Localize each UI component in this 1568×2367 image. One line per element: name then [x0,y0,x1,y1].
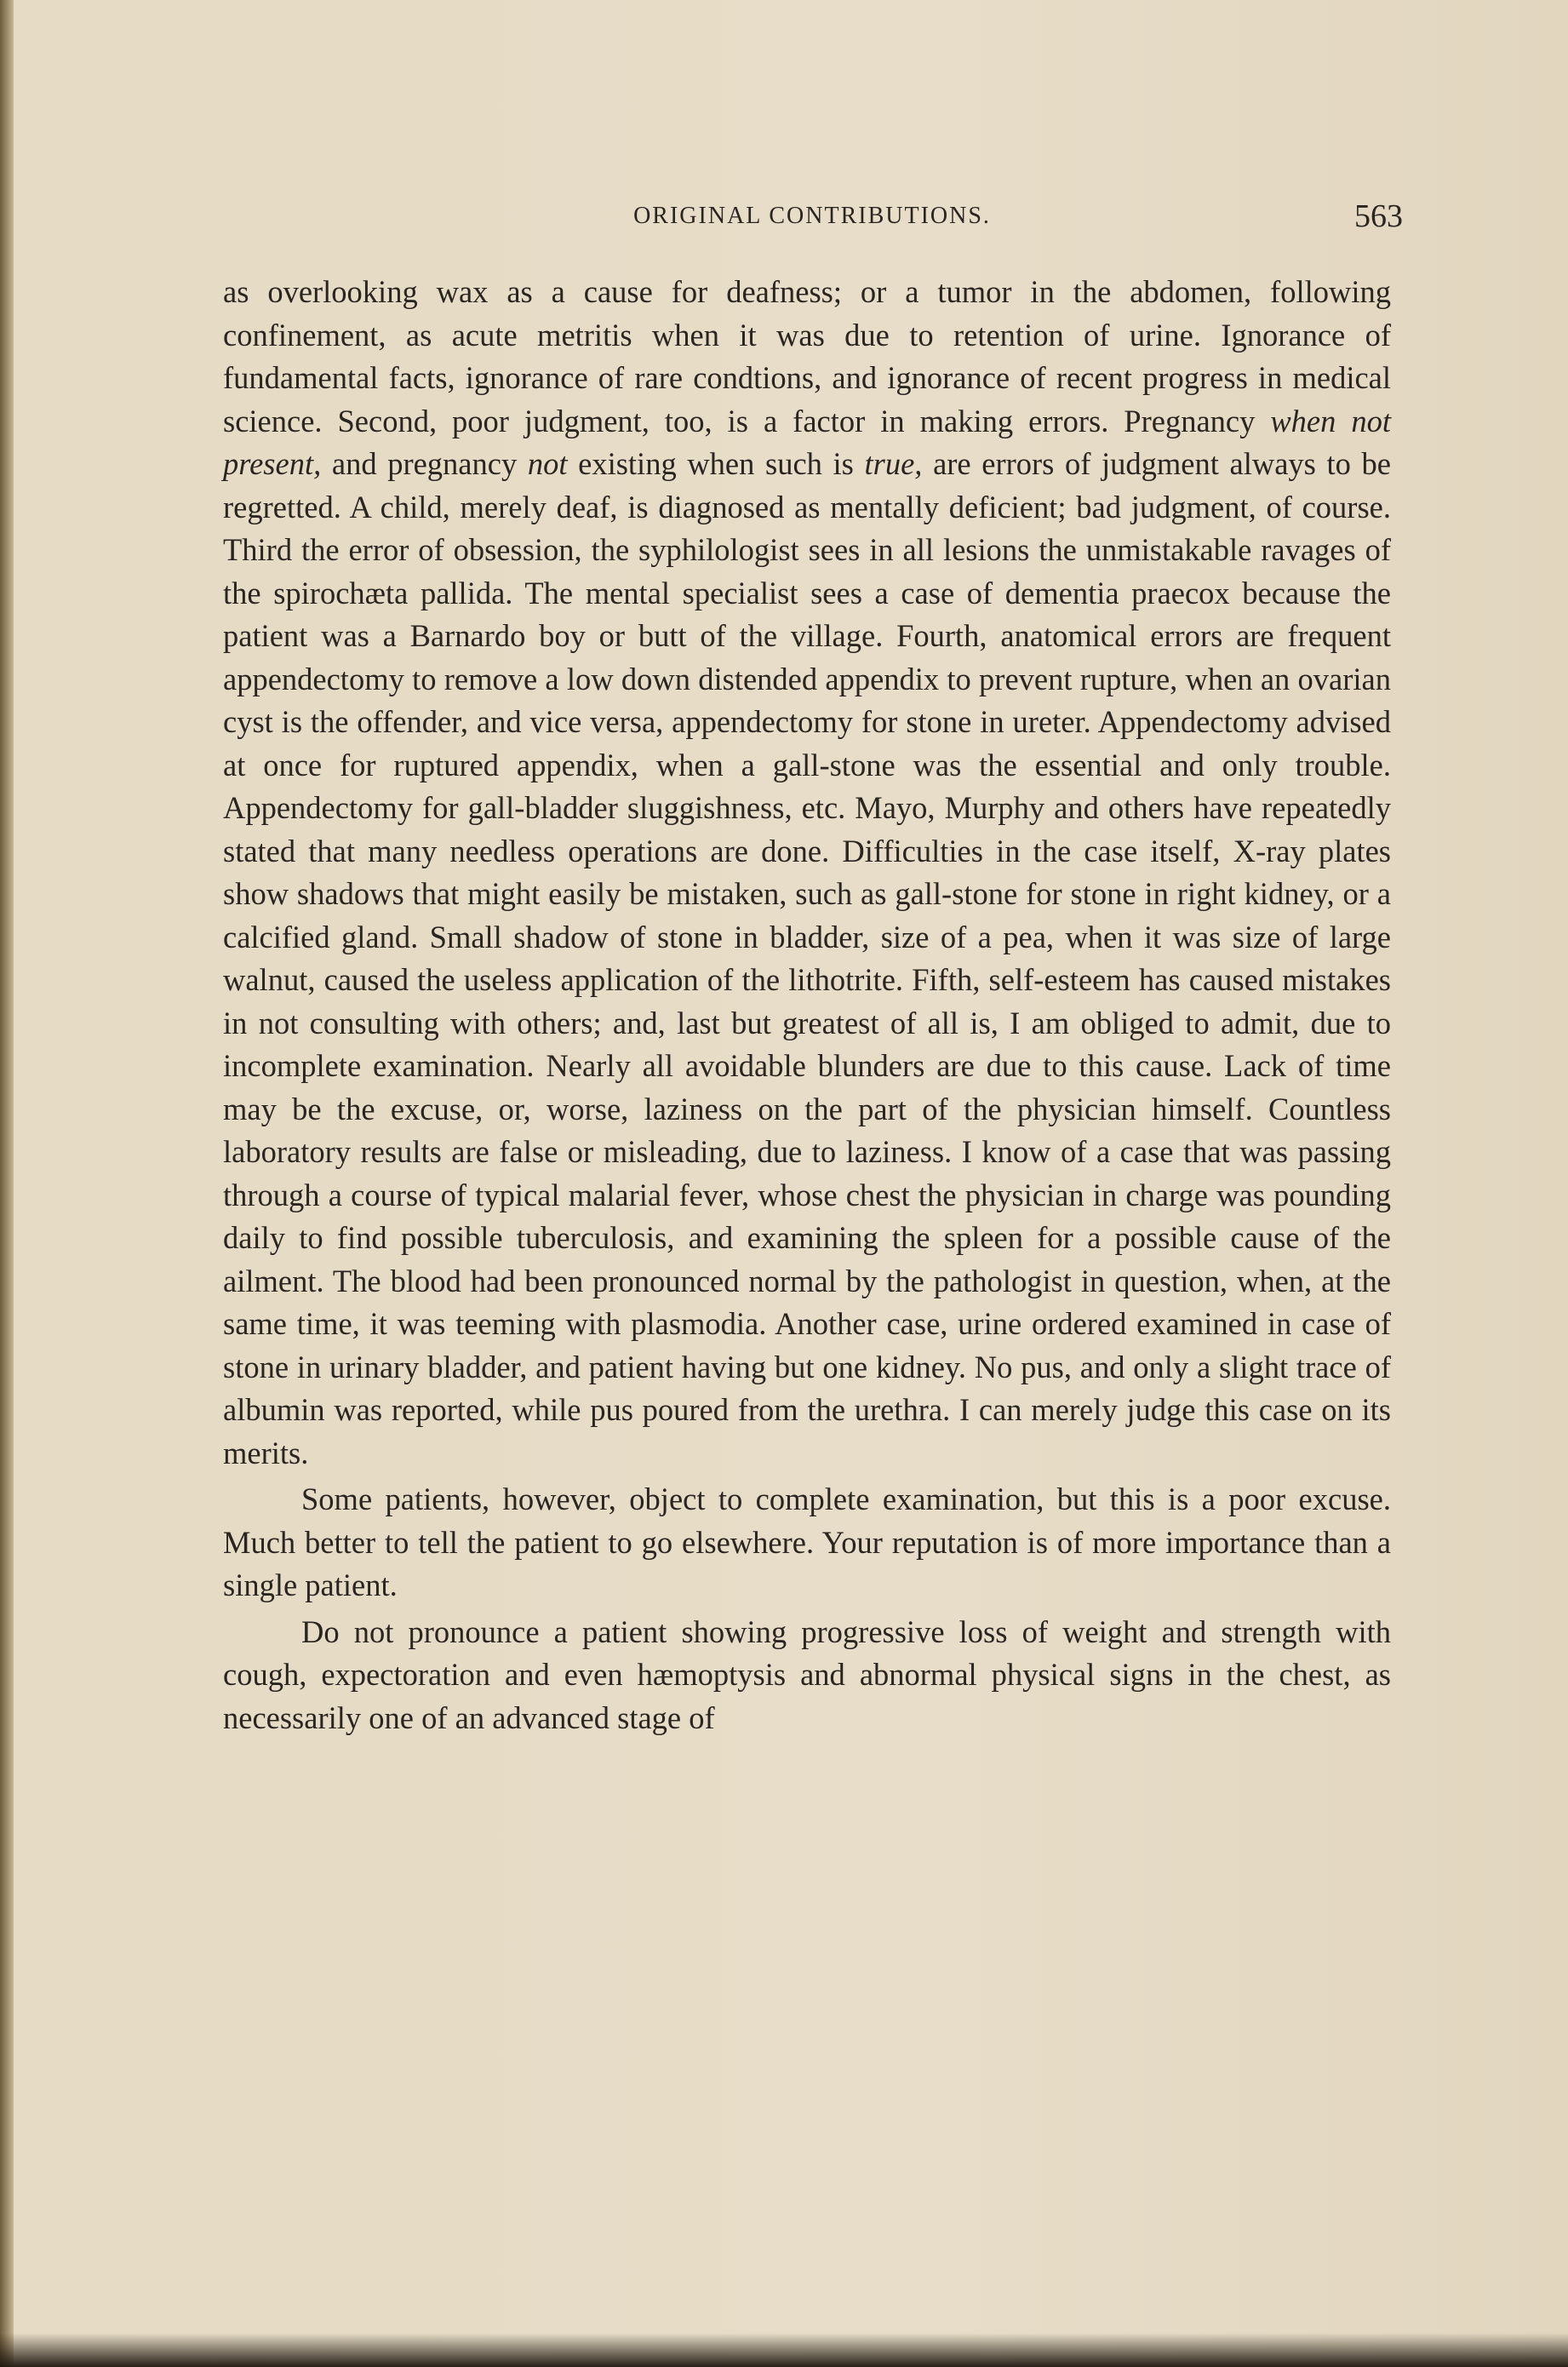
paragraph-1-italic-not: not [527,446,568,481]
paragraph-1 [223,271,1391,1475]
paragraph-1-italic-true: true, [864,446,923,481]
paragraph-1-text-3: existing when such is [567,446,865,481]
paragraph-1-text-4: are errors of judgment always to be regretted. A child, merely deaf, is diagnosed as mentally deficient; bad judgment, of course. Third the error of obsession, the syphilologist sees in all lesions the unmistakable ravages of the spirochæta pallida. The mental specialist sees a case of dementia praecox because the patient was a Barnardo boy or butt of the village. Fourth, anatomical errors are frequent appendectomy to remove a low down distended appendix to prevent rupture, when an ovarian cyst is the offender, and vice versa, appendectomy for stone in ureter. Appendectomy advised at once for ruptured appendix, when a gall-stone was the essential and only trouble. Appendectomy for gall-bladder sluggishness, etc. Mayo, Murphy and others have repeatedly stated that many needless operations are done. Difficulties in the case itself, X-ray plates show shadows that might easily be mistaken, such as gall-stone for stone in right kidney, or a calcified gland. Small shadow of stone in bladder, size of a pea, when it was size of large walnut, caused the useless application of the lithotrite. Fifth, self-esteem has caused mistakes in not consulting with others; and, last but greatest of all is, I am obliged to admit, due to incomplete examination. Nearly all avoidable blunders are due to this cause. Lack of time may be the excuse, or, worse, laziness on the part of the physician himself. Countless laboratory results are false or misleading, due to laziness. I know of a case that was passing through a course of typical malarial fever, whose chest the physician in charge was pounding daily to find possible tuberculosis, and examining the spleen for a possible cause of the ailment. The blood had been pronounced normal by the pathologist in question, when, at the same time, it was teeming with plasmodia. Another case, urine ordered examined in case of stone in urinary bladder, and patient having but one kidney. No pus, and only a slight trace of albumin was reported, while pus poured from the urethra. I can merely judge this case on its merits. [223,446,1391,1470]
paragraph-1-text-1: as overlooking wax as a cause for deafness; or a tumor in the abdomen, following confinement, as acute metritis when it was due to retention of urine. Ignorance of fundamental facts, ignorance of rare condtions, and ignorance of recent progress in medical science. Second, poor judgment, too, is a factor in making errors. Pregnancy [223,274,1391,438]
body-text [223,271,1391,1739]
paragraph-3 [223,1611,1391,1740]
paragraph-3-text: Do not pronounce a patient showing progressive loss of weight and strength with cough, expectoration and even hæmoptysis and abnormal physical signs in the chest, as necessarily one of an advanced stage of [223,1613,1391,1735]
running-head [221,198,1403,245]
binding-gutter [0,0,14,2367]
running-head-title: ORIGINAL CONTRIBUTIONS. [633,203,991,229]
paragraph-2 [223,1478,1391,1608]
paragraph-1-text-2: and pregnancy [321,446,528,481]
page-number: 563 [1354,198,1403,234]
page-bottom-shadow [0,2333,1568,2367]
paragraph-1-italic-when-not-present: when not present, [223,403,1391,481]
paragraph-2-text: Some patients, however, object to complete examination, but this is a poor excuse. Much better to tell the patient to go elsewhere. Your reputation is of more importance than a single patient. [223,1482,1391,1602]
